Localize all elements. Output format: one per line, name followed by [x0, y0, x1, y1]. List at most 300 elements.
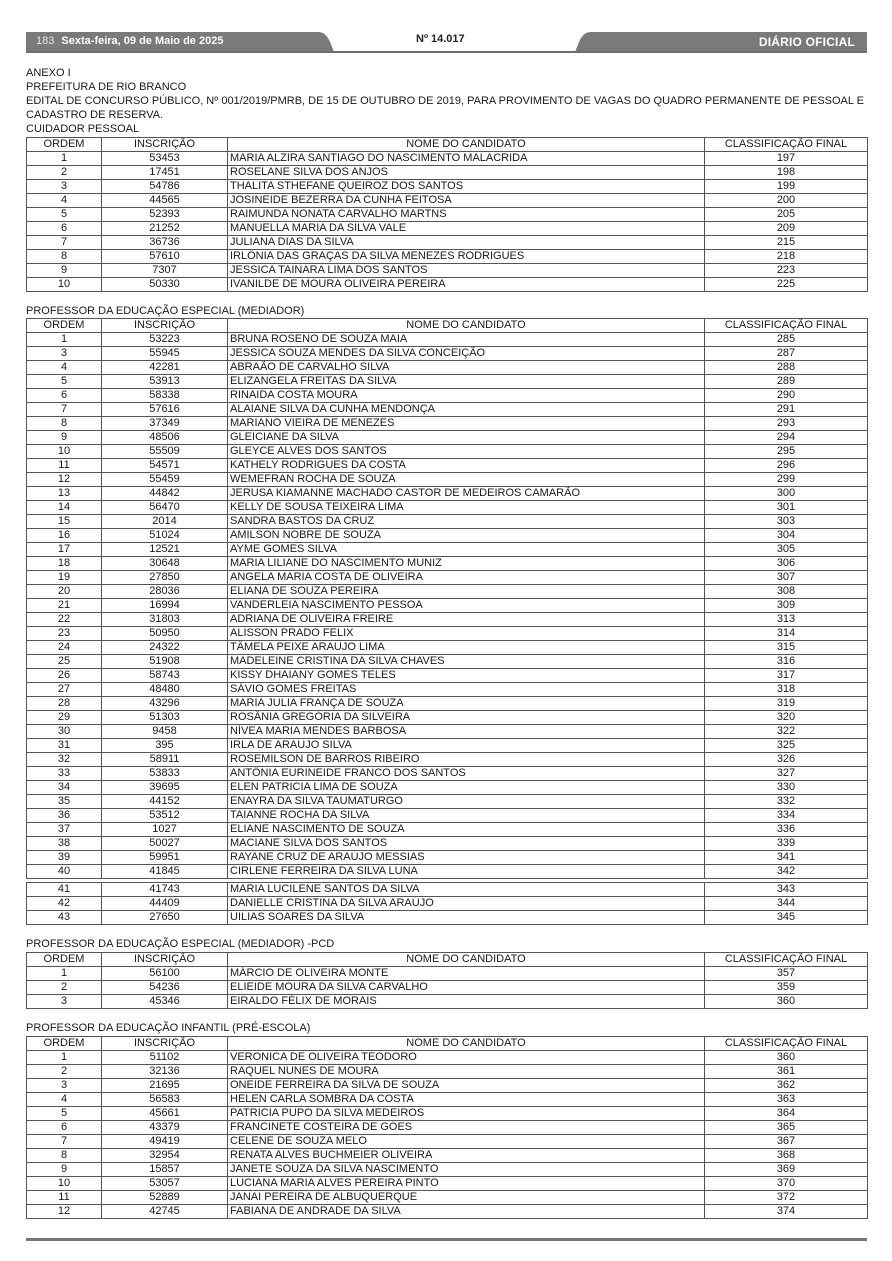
- table-row: [27, 487, 868, 501]
- col-nome-cell: KELLY DE SOUSA TEIXEIRA LIMA: [228, 501, 705, 515]
- col-nome-cell: VERONICA DE OLIVEIRA TEODORO: [228, 1051, 705, 1065]
- col-ordem-cell: 20: [27, 585, 102, 599]
- table-row: [27, 529, 868, 543]
- col-inscricao-cell: 58743: [102, 669, 228, 683]
- col-inscricao-cell: 55945: [102, 347, 228, 361]
- col-nome-cell: RAQUEL NUNES DE MOURA: [228, 1065, 705, 1079]
- col-ordem-cell: 29: [27, 711, 102, 725]
- col-ordem-cell: 9: [27, 1163, 102, 1177]
- table-row: [27, 795, 868, 809]
- table-row: [27, 711, 868, 725]
- table-row: [27, 361, 868, 375]
- col-inscricao-cell: 58338: [102, 389, 228, 403]
- col-inscricao-cell: 51024: [102, 529, 228, 543]
- col-inscricao-cell: 57610: [102, 249, 228, 263]
- section-title: CUIDADOR PESSOAL: [26, 122, 140, 135]
- col-ordem-cell: 11: [27, 1191, 102, 1205]
- table-row: [27, 263, 868, 277]
- col-classificacao-cell: 370: [705, 1177, 868, 1191]
- col-inscricao-cell: 51303: [102, 711, 228, 725]
- col-classificacao-cell: 363: [705, 1093, 868, 1107]
- col-inscricao-cell: 27850: [102, 571, 228, 585]
- col-classificacao-cell: 301: [705, 501, 868, 515]
- col-inscricao-cell: 2014: [102, 515, 228, 529]
- col-classificacao-cell: 290: [705, 389, 868, 403]
- col-nome-cell: MÁRCIO DE OLIVEIRA MONTE: [228, 967, 705, 981]
- col-classificacao-cell: 315: [705, 641, 868, 655]
- page-number: 183: [36, 35, 55, 47]
- col-ordem-cell: 3: [27, 995, 102, 1009]
- table-row: [27, 1177, 868, 1191]
- col-ordem-cell: 4: [27, 1093, 102, 1107]
- col-ordem-cell: 18: [27, 557, 102, 571]
- col-inscricao-cell: 28036: [102, 585, 228, 599]
- col-classificacao-cell: 320: [705, 711, 868, 725]
- table-row: [27, 851, 868, 865]
- col-inscricao-cell: 36736: [102, 235, 228, 249]
- col-classificacao-cell: 305: [705, 543, 868, 557]
- col-ordem-cell: 5: [27, 207, 102, 221]
- col-nome-header: NOME DO CANDIDATO: [228, 953, 705, 967]
- col-inscricao-cell: 12521: [102, 543, 228, 557]
- col-classificacao-cell: 334: [705, 809, 868, 823]
- col-classificacao-cell: 318: [705, 683, 868, 697]
- col-nome-cell: JANETE SOUZA DA SILVA NASCIMENTO: [228, 1163, 705, 1177]
- col-classificacao-cell: 317: [705, 669, 868, 683]
- col-nome-cell: MADELEINE CRISTINA DA SILVA CHAVES: [228, 655, 705, 669]
- table-row: [27, 459, 868, 473]
- col-ordem-cell: 21: [27, 599, 102, 613]
- col-classificacao-cell: 325: [705, 739, 868, 753]
- col-ordem-cell: 37: [27, 823, 102, 837]
- col-classificacao-cell: 344: [705, 897, 868, 911]
- col-inscricao-cell: 24322: [102, 641, 228, 655]
- col-classificacao-cell: 367: [705, 1135, 868, 1149]
- col-ordem-cell: 26: [27, 669, 102, 683]
- table-row: [27, 683, 868, 697]
- col-nome-cell: MACIANE SILVA DOS SANTOS: [228, 837, 705, 851]
- col-classificacao-cell: 359: [705, 981, 868, 995]
- col-ordem-cell: 16: [27, 529, 102, 543]
- col-classificacao-cell: 300: [705, 487, 868, 501]
- table-row: [27, 1205, 868, 1219]
- col-classificacao-cell: 291: [705, 403, 868, 417]
- col-classificacao-cell: 327: [705, 767, 868, 781]
- col-inscricao-header: INSCRIÇÃO: [102, 953, 228, 967]
- col-classificacao-cell: 293: [705, 417, 868, 431]
- col-inscricao-cell: 53453: [102, 151, 228, 165]
- col-nome-cell: ABRAÃO DE CARVALHO SILVA: [228, 361, 705, 375]
- col-ordem-header: ORDEM: [27, 319, 102, 333]
- col-ordem-cell: 6: [27, 1121, 102, 1135]
- col-inscricao-cell: 41743: [102, 883, 228, 897]
- table-row: [27, 767, 868, 781]
- col-classificacao-cell: 319: [705, 697, 868, 711]
- col-nome-cell: JESSICA SOUZA MENDES DA SILVA CONCEIÇÃO: [228, 347, 705, 361]
- table-row: [27, 883, 868, 897]
- col-ordem-cell: 43: [27, 911, 102, 925]
- col-inscricao-cell: 43379: [102, 1121, 228, 1135]
- col-inscricao-cell: 59951: [102, 851, 228, 865]
- col-ordem-cell: 30: [27, 725, 102, 739]
- col-nome-cell: IRLA DE ARAUJO SILVA: [228, 739, 705, 753]
- col-ordem-cell: 24: [27, 641, 102, 655]
- col-ordem-cell: 36: [27, 809, 102, 823]
- col-nome-header: NOME DO CANDIDATO: [228, 1037, 705, 1051]
- results-table: [26, 318, 868, 879]
- col-ordem-cell: 35: [27, 795, 102, 809]
- col-classificacao-cell: 372: [705, 1191, 868, 1205]
- col-classificacao-cell: 322: [705, 725, 868, 739]
- col-nome-cell: JANAI PEREIRA DE ALBUQUERQUE: [228, 1191, 705, 1205]
- col-ordem-cell: 17: [27, 543, 102, 557]
- col-nome-cell: LUCIANA MARIA ALVES PEREIRA PINTO: [228, 1177, 705, 1191]
- table-row: [27, 333, 868, 347]
- col-classificacao-cell: 295: [705, 445, 868, 459]
- col-classificacao-cell: 330: [705, 781, 868, 795]
- table-row: [27, 1107, 868, 1121]
- col-inscricao-cell: 57616: [102, 403, 228, 417]
- col-inscricao-cell: 51102: [102, 1051, 228, 1065]
- col-nome-cell: ADRIANA DE OLIVEIRA FREIRE: [228, 613, 705, 627]
- col-ordem-cell: 7: [27, 1135, 102, 1149]
- section-gap: [26, 292, 867, 301]
- col-inscricao-cell: 50330: [102, 277, 228, 291]
- table-row: [27, 897, 868, 911]
- table-row: [27, 165, 868, 179]
- col-nome-cell: SÁVIO GOMES FREITAS: [228, 683, 705, 697]
- table-row: [27, 347, 868, 361]
- col-classificacao-cell: 200: [705, 193, 868, 207]
- table-row: [27, 1135, 868, 1149]
- col-nome-cell: IRLÔNIA DAS GRAÇAS DA SILVA MENEZES RODRIGUES: [228, 249, 705, 263]
- col-nome-cell: JESSICA TAINARA LIMA DOS SANTOS: [228, 263, 705, 277]
- col-classificacao-cell: 223: [705, 263, 868, 277]
- section-title: PROFESSOR DA EDUCAÇÃO ESPECIAL (MEDIADOR): [26, 304, 305, 317]
- col-classificacao-cell: 306: [705, 557, 868, 571]
- col-nome-cell: MARIA LUCILENE SANTOS DA SILVA: [228, 883, 705, 897]
- col-ordem-cell: 38: [27, 837, 102, 851]
- col-classificacao-cell: 225: [705, 277, 868, 291]
- col-nome-cell: AMILSON NOBRE DE SOUZA: [228, 529, 705, 543]
- col-inscricao-cell: 395: [102, 739, 228, 753]
- page-header: [26, 32, 867, 52]
- col-ordem-cell: 40: [27, 865, 102, 879]
- col-inscricao-cell: 15857: [102, 1163, 228, 1177]
- footer-rule: [26, 1238, 867, 1241]
- col-ordem-cell: 5: [27, 1107, 102, 1121]
- col-inscricao-cell: 32136: [102, 1065, 228, 1079]
- col-classificacao-cell: 307: [705, 571, 868, 585]
- col-nome-cell: ELIANA DE SOUZA PEREIRA: [228, 585, 705, 599]
- col-inscricao-cell: 51908: [102, 655, 228, 669]
- col-nome-cell: RINAIDA COSTA MOURA: [228, 389, 705, 403]
- col-classificacao-cell: 294: [705, 431, 868, 445]
- col-inscricao-header: INSCRIÇÃO: [102, 137, 228, 151]
- col-ordem-cell: 1: [27, 151, 102, 165]
- col-classificacao-cell: 336: [705, 823, 868, 837]
- col-ordem-cell: 1: [27, 333, 102, 347]
- col-ordem-cell: 22: [27, 613, 102, 627]
- col-nome-cell: NÍVEA MARIA MENDES BARBOSA: [228, 725, 705, 739]
- col-classificacao-cell: 308: [705, 585, 868, 599]
- col-nome-cell: SANDRA BASTOS DA CRUZ: [228, 515, 705, 529]
- col-inscricao-cell: 58911: [102, 753, 228, 767]
- col-nome-cell: BRUNA ROSENO DE SOUZA MAIA: [228, 333, 705, 347]
- col-classificacao-cell: 289: [705, 375, 868, 389]
- col-inscricao-cell: 41845: [102, 865, 228, 879]
- col-classificacao-cell: 199: [705, 179, 868, 193]
- col-classificacao-cell: 303: [705, 515, 868, 529]
- col-classificacao-cell: 369: [705, 1163, 868, 1177]
- col-ordem-cell: 12: [27, 1205, 102, 1219]
- table-row: [27, 725, 868, 739]
- col-nome-cell: ENAYRA DA SILVA TAUMATURGO: [228, 795, 705, 809]
- col-inscricao-cell: 54236: [102, 981, 228, 995]
- col-nome-cell: CELENE DE SOUZA MELO: [228, 1135, 705, 1149]
- col-ordem-cell: 15: [27, 515, 102, 529]
- col-ordem-cell: 6: [27, 389, 102, 403]
- col-ordem-cell: 9: [27, 431, 102, 445]
- table-row: [27, 1163, 868, 1177]
- table-row: [27, 193, 868, 207]
- col-inscricao-cell: 42281: [102, 361, 228, 375]
- col-nome-cell: MARIANO VIEIRA DE MENEZES: [228, 417, 705, 431]
- city-hall-name: PREFEITURA DE RIO BRANCO: [26, 80, 187, 93]
- table-row: [27, 911, 868, 925]
- col-ordem-cell: 5: [27, 375, 102, 389]
- col-inscricao-cell: 1027: [102, 823, 228, 837]
- col-classificacao-header: CLASSIFICAÇÃO FINAL: [705, 137, 868, 151]
- col-nome-cell: RAIMUNDA NONATA CARVALHO MARTNS: [228, 207, 705, 221]
- col-nome-cell: HELEN CARLA SOMBRA DA COSTA: [228, 1093, 705, 1107]
- table-row: [27, 655, 868, 669]
- col-ordem-cell: 19: [27, 571, 102, 585]
- col-inscricao-cell: 53512: [102, 809, 228, 823]
- col-nome-cell: ALISSON PRADO FELIX: [228, 627, 705, 641]
- col-inscricao-cell: 42745: [102, 1205, 228, 1219]
- col-classificacao-cell: 209: [705, 221, 868, 235]
- col-classificacao-cell: 205: [705, 207, 868, 221]
- table-row: [27, 641, 868, 655]
- col-classificacao-cell: 197: [705, 151, 868, 165]
- col-inscricao-cell: 53057: [102, 1177, 228, 1191]
- table-row: [27, 151, 868, 165]
- col-nome-cell: THALITA STHEFANE QUEIROZ DOS SANTOS: [228, 179, 705, 193]
- table-row: [27, 501, 868, 515]
- col-ordem-cell: 33: [27, 767, 102, 781]
- table-row: [27, 375, 868, 389]
- table-row: [27, 389, 868, 403]
- col-classificacao-cell: 296: [705, 459, 868, 473]
- table-row: [27, 599, 868, 613]
- col-nome-cell: KISSY DHAIANY GOMES TELES: [228, 669, 705, 683]
- col-nome-cell: ANTÔNIA EURINEIDE FRANCO DOS SANTOS: [228, 767, 705, 781]
- table-row: [27, 613, 868, 627]
- table-row: [27, 837, 868, 851]
- table-row: [27, 865, 868, 879]
- col-nome-cell: CIRLENE FERREIRA DA SILVA LUNA: [228, 865, 705, 879]
- col-ordem-header: ORDEM: [27, 1037, 102, 1051]
- col-ordem-cell: 1: [27, 967, 102, 981]
- col-classificacao-cell: 314: [705, 627, 868, 641]
- col-classificacao-header: CLASSIFICAÇÃO FINAL: [705, 319, 868, 333]
- col-inscricao-cell: 53913: [102, 375, 228, 389]
- table-row: [27, 753, 868, 767]
- col-inscricao-cell: 49419: [102, 1135, 228, 1149]
- table-row: [27, 571, 868, 585]
- col-nome-cell: ELIEIDE MOURA DA SILVA CARVALHO: [228, 981, 705, 995]
- table-header-row: [27, 1037, 868, 1051]
- col-ordem-cell: 2: [27, 165, 102, 179]
- col-nome-cell: EIRALDO FÉLIX DE MORAIS: [228, 995, 705, 1009]
- table-row: [27, 823, 868, 837]
- results-table: [26, 137, 868, 292]
- col-ordem-cell: 4: [27, 361, 102, 375]
- col-ordem-cell: 11: [27, 459, 102, 473]
- col-nome-cell: DANIELLE CRISTINA DA SILVA ARAÚJO: [228, 897, 705, 911]
- col-classificacao-cell: 299: [705, 473, 868, 487]
- col-nome-cell: WEMEFRAN ROCHA DE SOUZA: [228, 473, 705, 487]
- col-classificacao-cell: 362: [705, 1079, 868, 1093]
- intro-block: [26, 67, 867, 123]
- col-ordem-cell: 2: [27, 1065, 102, 1079]
- table-row: [27, 809, 868, 823]
- col-classificacao-cell: 218: [705, 249, 868, 263]
- col-ordem-cell: 42: [27, 897, 102, 911]
- table-row: [27, 1093, 868, 1107]
- col-inscricao-cell: 45661: [102, 1107, 228, 1121]
- table-row: [27, 981, 868, 995]
- col-nome-cell: ELEN PATRICIA LIMA DE SOUZA: [228, 781, 705, 795]
- col-inscricao-cell: 53223: [102, 333, 228, 347]
- col-nome-cell: MARIA ALZIRA SANTIAGO DO NASCIMENTO MALACRIDA: [228, 151, 705, 165]
- col-classificacao-cell: 364: [705, 1107, 868, 1121]
- col-inscricao-cell: 43296: [102, 697, 228, 711]
- col-inscricao-cell: 52393: [102, 207, 228, 221]
- col-nome-cell: GLEYCE ALVES DOS SANTOS: [228, 445, 705, 459]
- results-table: [26, 952, 868, 1009]
- col-inscricao-cell: 44152: [102, 795, 228, 809]
- col-ordem-cell: 14: [27, 501, 102, 515]
- col-ordem-header: ORDEM: [27, 953, 102, 967]
- col-ordem-cell: 1: [27, 1051, 102, 1065]
- col-nome-cell: MANUELLA MARIA DA SILVA VALE: [228, 221, 705, 235]
- col-classificacao-cell: 360: [705, 995, 868, 1009]
- col-ordem-cell: 2: [27, 981, 102, 995]
- col-classificacao-cell: 343: [705, 883, 868, 897]
- col-ordem-cell: 27: [27, 683, 102, 697]
- col-nome-cell: ROSELANE SILVA DOS ANJOS: [228, 165, 705, 179]
- col-inscricao-header: INSCRIÇÃO: [102, 319, 228, 333]
- col-inscricao-cell: 56470: [102, 501, 228, 515]
- col-ordem-cell: 23: [27, 627, 102, 641]
- col-nome-cell: FABIANA DE ANDRADE DA SILVA: [228, 1205, 705, 1219]
- table-row: [27, 1065, 868, 1079]
- table-row: [27, 445, 868, 459]
- col-inscricao-cell: 7307: [102, 263, 228, 277]
- col-inscricao-cell: 54786: [102, 179, 228, 193]
- col-classificacao-cell: 215: [705, 235, 868, 249]
- col-inscricao-cell: 32954: [102, 1149, 228, 1163]
- table-row: [27, 1051, 868, 1065]
- col-inscricao-cell: 39695: [102, 781, 228, 795]
- col-classificacao-cell: 339: [705, 837, 868, 851]
- col-nome-cell: JERUSA KIAMANNE MACHADO CASTOR DE MEDEIROS CAMARÃO: [228, 487, 705, 501]
- col-inscricao-cell: 21695: [102, 1079, 228, 1093]
- col-nome-cell: MARIA JULIA FRANÇA DE SOUZA: [228, 697, 705, 711]
- table-row: [27, 669, 868, 683]
- table-header-row: [27, 137, 868, 151]
- header-rule: [26, 51, 867, 53]
- col-inscricao-cell: 31803: [102, 613, 228, 627]
- col-inscricao-cell: 9458: [102, 725, 228, 739]
- col-nome-cell: JULIANA DIAS DA SILVA: [228, 235, 705, 249]
- col-classificacao-cell: 304: [705, 529, 868, 543]
- col-inscricao-cell: 55459: [102, 473, 228, 487]
- col-classificacao-header: CLASSIFICAÇÃO FINAL: [705, 1037, 868, 1051]
- col-inscricao-header: INSCRIÇÃO: [102, 1037, 228, 1051]
- col-ordem-cell: 8: [27, 1149, 102, 1163]
- col-nome-cell: TÂMELA PEIXE ARAUJO LIMA: [228, 641, 705, 655]
- col-ordem-cell: 4: [27, 193, 102, 207]
- col-classificacao-cell: 374: [705, 1205, 868, 1219]
- col-classificacao-cell: 313: [705, 613, 868, 627]
- col-inscricao-cell: 27650: [102, 911, 228, 925]
- col-inscricao-cell: 44842: [102, 487, 228, 501]
- col-inscricao-cell: 56583: [102, 1093, 228, 1107]
- col-ordem-cell: 6: [27, 221, 102, 235]
- col-ordem-cell: 28: [27, 697, 102, 711]
- col-nome-cell: AYME GOMES SILVA: [228, 543, 705, 557]
- col-classificacao-cell: 287: [705, 347, 868, 361]
- col-classificacao-cell: 285: [705, 333, 868, 347]
- table-row: [27, 543, 868, 557]
- col-nome-cell: IVANILDE DE MOURA OLIVEIRA PEREIRA: [228, 277, 705, 291]
- col-classificacao-cell: 360: [705, 1051, 868, 1065]
- col-inscricao-cell: 30648: [102, 557, 228, 571]
- col-classificacao-cell: 326: [705, 753, 868, 767]
- table-row: [27, 781, 868, 795]
- col-nome-cell: ONEIDE FERREIRA DA SILVA DE SOUZA: [228, 1079, 705, 1093]
- col-nome-cell: ANGELA MARIA COSTA DE OLIVEIRA: [228, 571, 705, 585]
- publication-date: Sexta-feira, 09 de Maio de 2025: [61, 35, 224, 47]
- col-classificacao-cell: 288: [705, 361, 868, 375]
- col-inscricao-cell: 16994: [102, 599, 228, 613]
- col-inscricao-cell: 55509: [102, 445, 228, 459]
- table-row: [27, 739, 868, 753]
- edital-description: EDITAL DE CONCURSO PÚBLICO, Nº 001/2019/PMRB, DE 15 DE OUTUBRO DE 2019, PARA PROVIMENTO DE VAGAS DO QUADRO PERMANENTE DE PESSOAL E CADASTRO DE RESERVA.: [26, 94, 864, 121]
- table-row: [27, 1121, 868, 1135]
- col-classificacao-cell: 198: [705, 165, 868, 179]
- col-ordem-cell: 7: [27, 235, 102, 249]
- col-classificacao-cell: 357: [705, 967, 868, 981]
- col-inscricao-cell: 56100: [102, 967, 228, 981]
- col-classificacao-cell: 368: [705, 1149, 868, 1163]
- col-ordem-cell: 9: [27, 263, 102, 277]
- col-ordem-cell: 13: [27, 487, 102, 501]
- publication-name: DIÁRIO OFICIAL: [758, 35, 855, 49]
- col-ordem-cell: 12: [27, 473, 102, 487]
- col-classificacao-cell: 345: [705, 911, 868, 925]
- table-row: [27, 417, 868, 431]
- section-title: PROFESSOR DA EDUCAÇÃO ESPECIAL (MEDIADOR) -PCD: [26, 938, 335, 951]
- col-nome-cell: RENATA ALVES BUCHMEIER OLIVEIRA: [228, 1149, 705, 1163]
- table-row: [27, 627, 868, 641]
- col-classificacao-header: CLASSIFICAÇÃO FINAL: [705, 953, 868, 967]
- col-nome-cell: TAIANNE ROCHA DA SILVA: [228, 809, 705, 823]
- col-ordem-cell: 34: [27, 781, 102, 795]
